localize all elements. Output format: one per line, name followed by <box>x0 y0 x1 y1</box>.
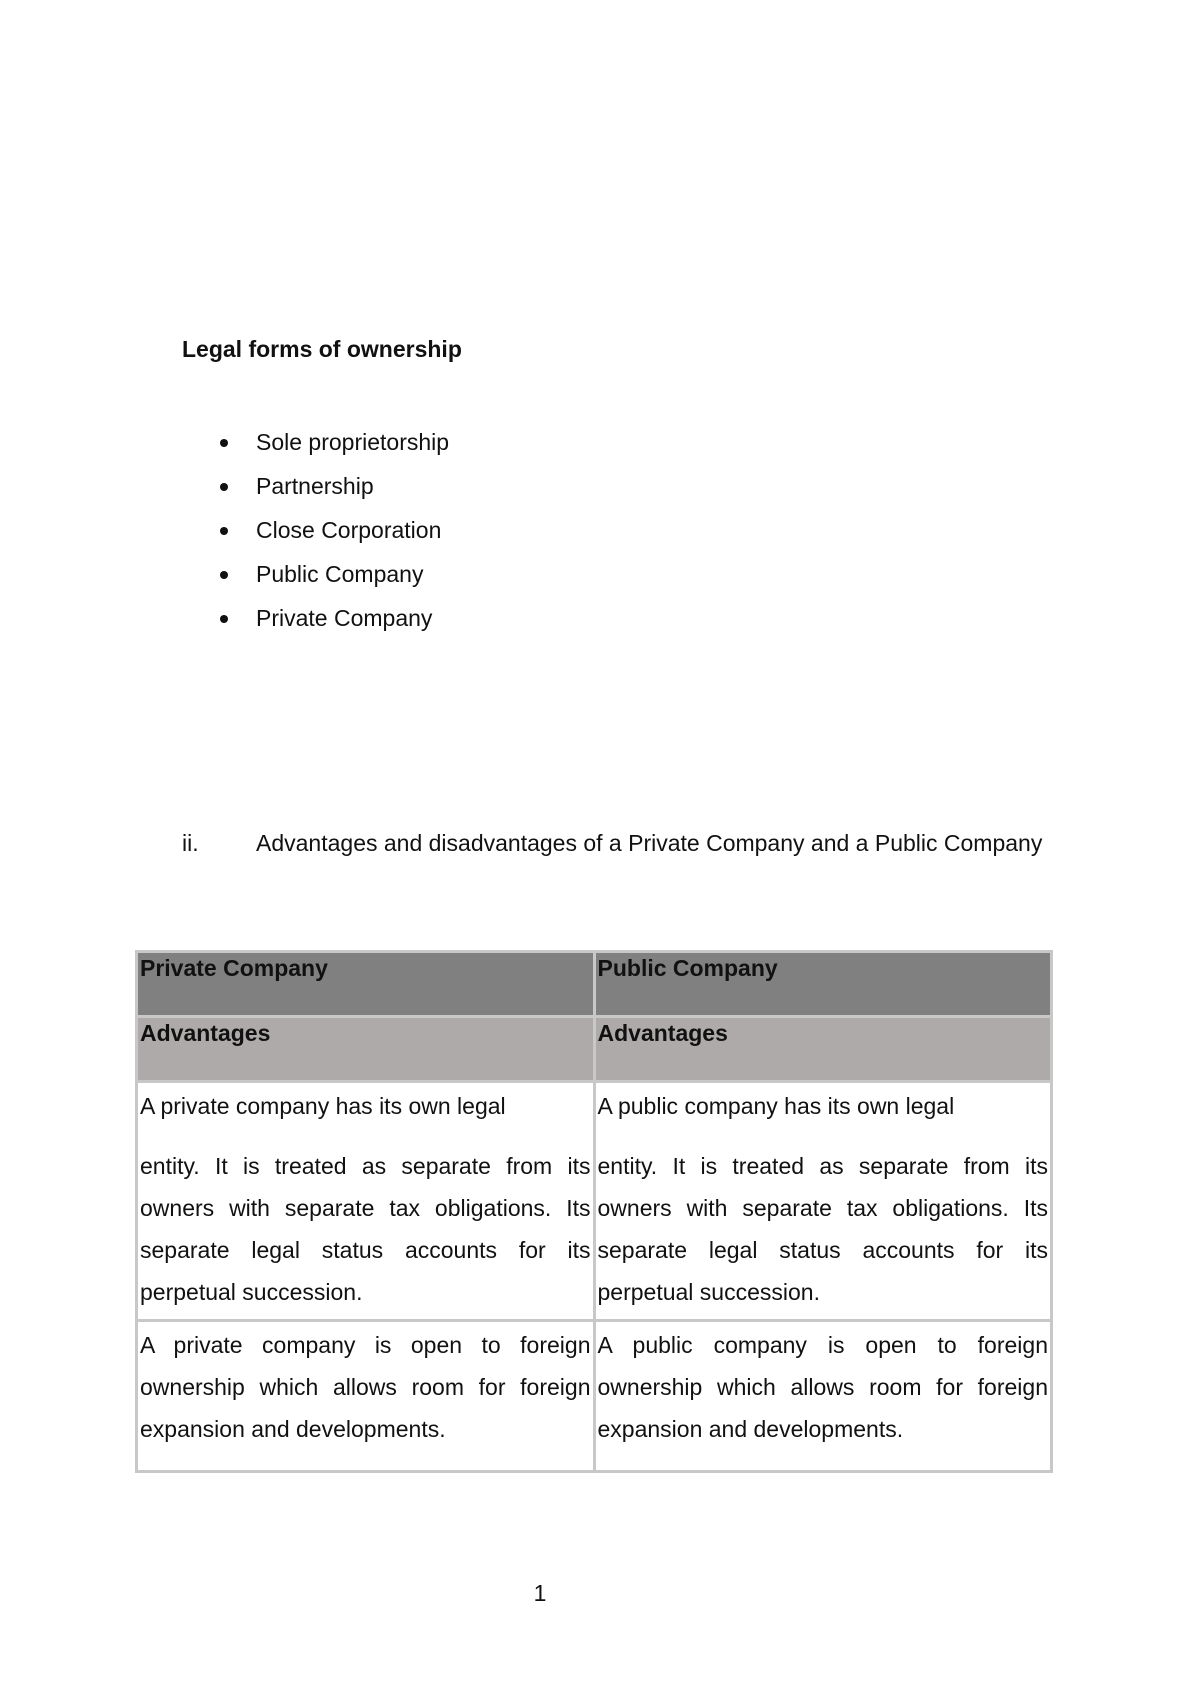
list-item <box>220 560 449 604</box>
cell-lead-text: A public company has its own legal <box>597 1093 955 1119</box>
column-header-private: Private Company <box>137 952 595 1017</box>
table-cell-public <box>594 1321 1052 1472</box>
table-header-row <box>137 952 1052 1017</box>
list-item-label: Private Company <box>256 605 433 631</box>
table-cell-private <box>137 1082 595 1321</box>
subheader-private-advantages: Advantages <box>137 1017 595 1082</box>
bullet-icon <box>220 615 228 623</box>
subheader-public-advantages: Advantages <box>594 1017 1052 1082</box>
bullet-icon <box>220 483 228 491</box>
list-item <box>220 472 449 516</box>
column-header-public: Public Company <box>594 952 1052 1017</box>
comparison-table <box>135 950 1053 1473</box>
cell-lead-text: A private company has its own legal <box>140 1093 506 1119</box>
list-item <box>220 428 449 472</box>
list-item-label: Close Corporation <box>256 517 442 543</box>
table-cell-public <box>594 1082 1052 1321</box>
table-subheader-row <box>137 1017 1052 1082</box>
table-row <box>137 1321 1052 1472</box>
section-number: ii. <box>182 830 199 856</box>
bullet-icon <box>220 439 228 447</box>
cell-body-text: A public company is open to foreign ownership which allows room for foreign expansion and developments. <box>597 1332 1048 1442</box>
bullet-icon <box>220 571 228 579</box>
section-title: Advantages and disadvantages of a Private Company and a Public Company <box>256 830 1043 856</box>
ownership-forms-list <box>220 428 449 648</box>
cell-body-text: entity. It is treated as separate from its owners with separate tax obligations. Its separate legal status accounts for its perpetual succession. <box>597 1153 1048 1305</box>
list-item-label: Public Company <box>256 561 424 587</box>
bullet-icon <box>220 527 228 535</box>
list-item-label: Sole proprietorship <box>256 429 450 455</box>
page-number: 1 <box>533 1580 547 1606</box>
list-item <box>220 516 449 560</box>
table-cell-private <box>137 1321 595 1472</box>
cell-body-text: entity. It is treated as separate from its owners with separate tax obligations. Its separate legal status accounts for its perpetual succession. <box>140 1153 591 1305</box>
page-heading: Legal forms of ownership <box>182 336 462 362</box>
list-item-label: Partnership <box>256 473 374 499</box>
section-heading <box>182 822 1062 864</box>
cell-body-text: A private company is open to foreign ownership which allows room for foreign expansion and developments. <box>140 1332 591 1442</box>
list-item <box>220 604 449 648</box>
table-row <box>137 1082 1052 1321</box>
